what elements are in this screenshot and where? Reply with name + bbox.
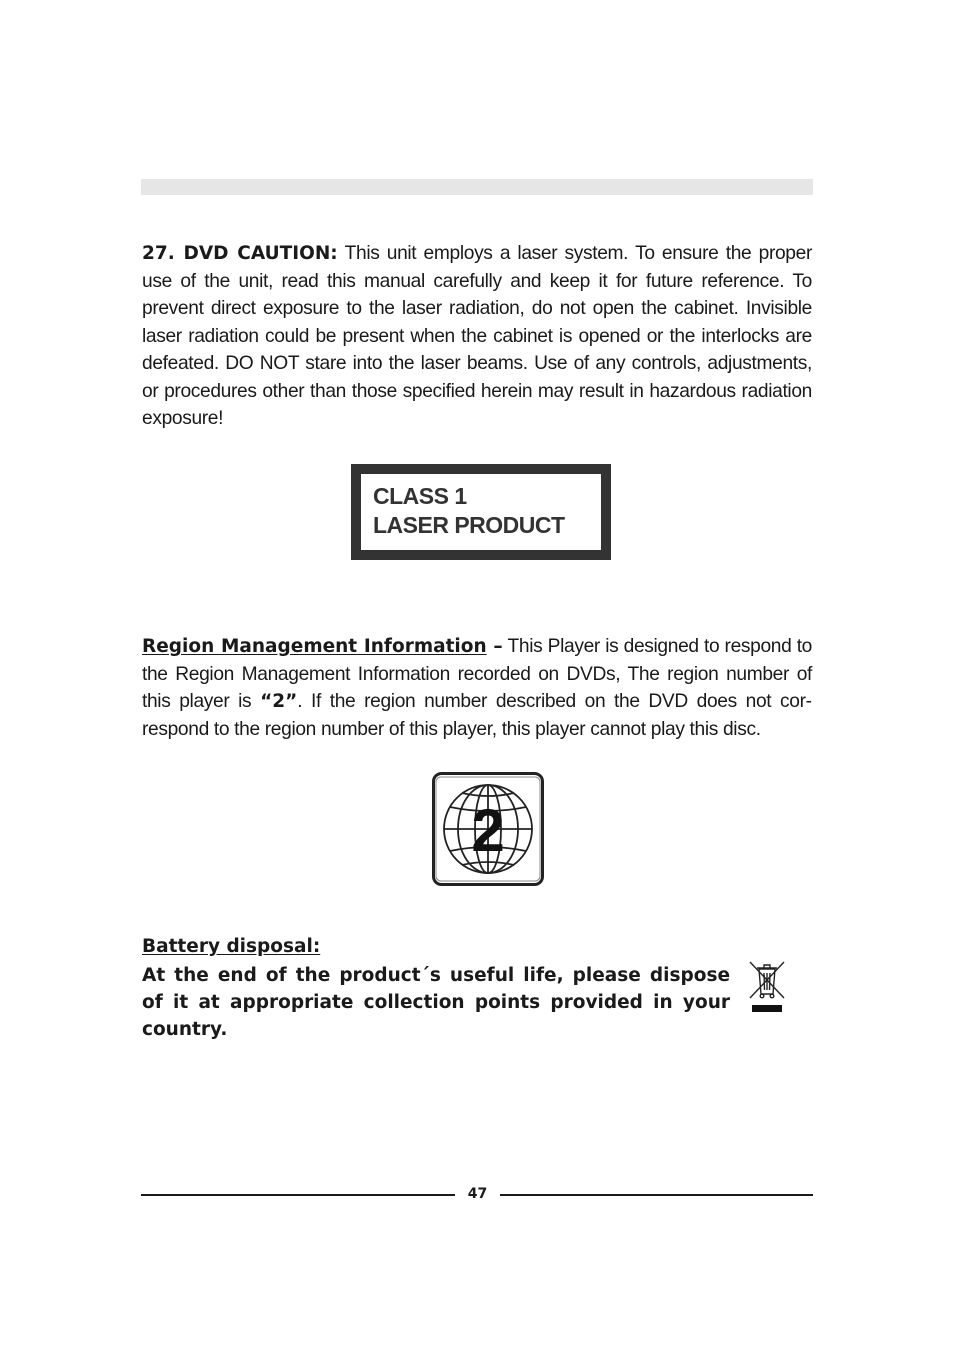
laser-class-label <box>351 464 611 560</box>
region-paragraph <box>142 633 812 743</box>
crossed-out-bin-icon <box>748 960 786 1014</box>
region-dash: – <box>486 636 503 657</box>
dvd-caution-heading: 27. DVD CAUTION: <box>142 243 338 264</box>
laser-label-line2: LASER PRODUCT <box>373 512 565 538</box>
region-body-after: . If the region number described on the DVD does not correspond to the region number of this player, this player cannot play this disc. <box>142 691 812 740</box>
battery-title: Battery disposal: <box>142 936 321 957</box>
dvd-caution-paragraph <box>142 240 812 433</box>
footer-rule-right <box>500 1194 813 1196</box>
laser-label-line1: CLASS 1 <box>373 483 467 509</box>
region-heading: Region Management Information <box>142 636 487 657</box>
dvd-caution-body: This unit employs a laser system. To ensure the proper use of the unit, read this manual carefully and keep it for future reference. To prevent direct exposure to the laser radiation, do not open the cabinet. Invisible laser radiation could be present when the cabinet is opened or the interlocks are defeated. DO NOT stare into the laser beams. Use of any controls, adjustments, or procedures other than those specified herein may result in hazardous radiation exposure! <box>142 243 812 429</box>
region-body-before: This Player is designed to respond to the Region Management Information recorded on DVDs, The region number of this player is <box>142 636 812 712</box>
battery-text: At the end of the product´s useful life, please dispose of it at appropriate collection points provided in your country. <box>142 965 730 1040</box>
page-number: 47 <box>467 1186 488 1202</box>
region-value: “2” <box>260 691 298 712</box>
region-globe-icon <box>431 771 545 887</box>
footer-rule-left <box>141 1194 455 1196</box>
header-bar <box>141 179 813 195</box>
region-logo-number: 2 <box>471 797 505 864</box>
